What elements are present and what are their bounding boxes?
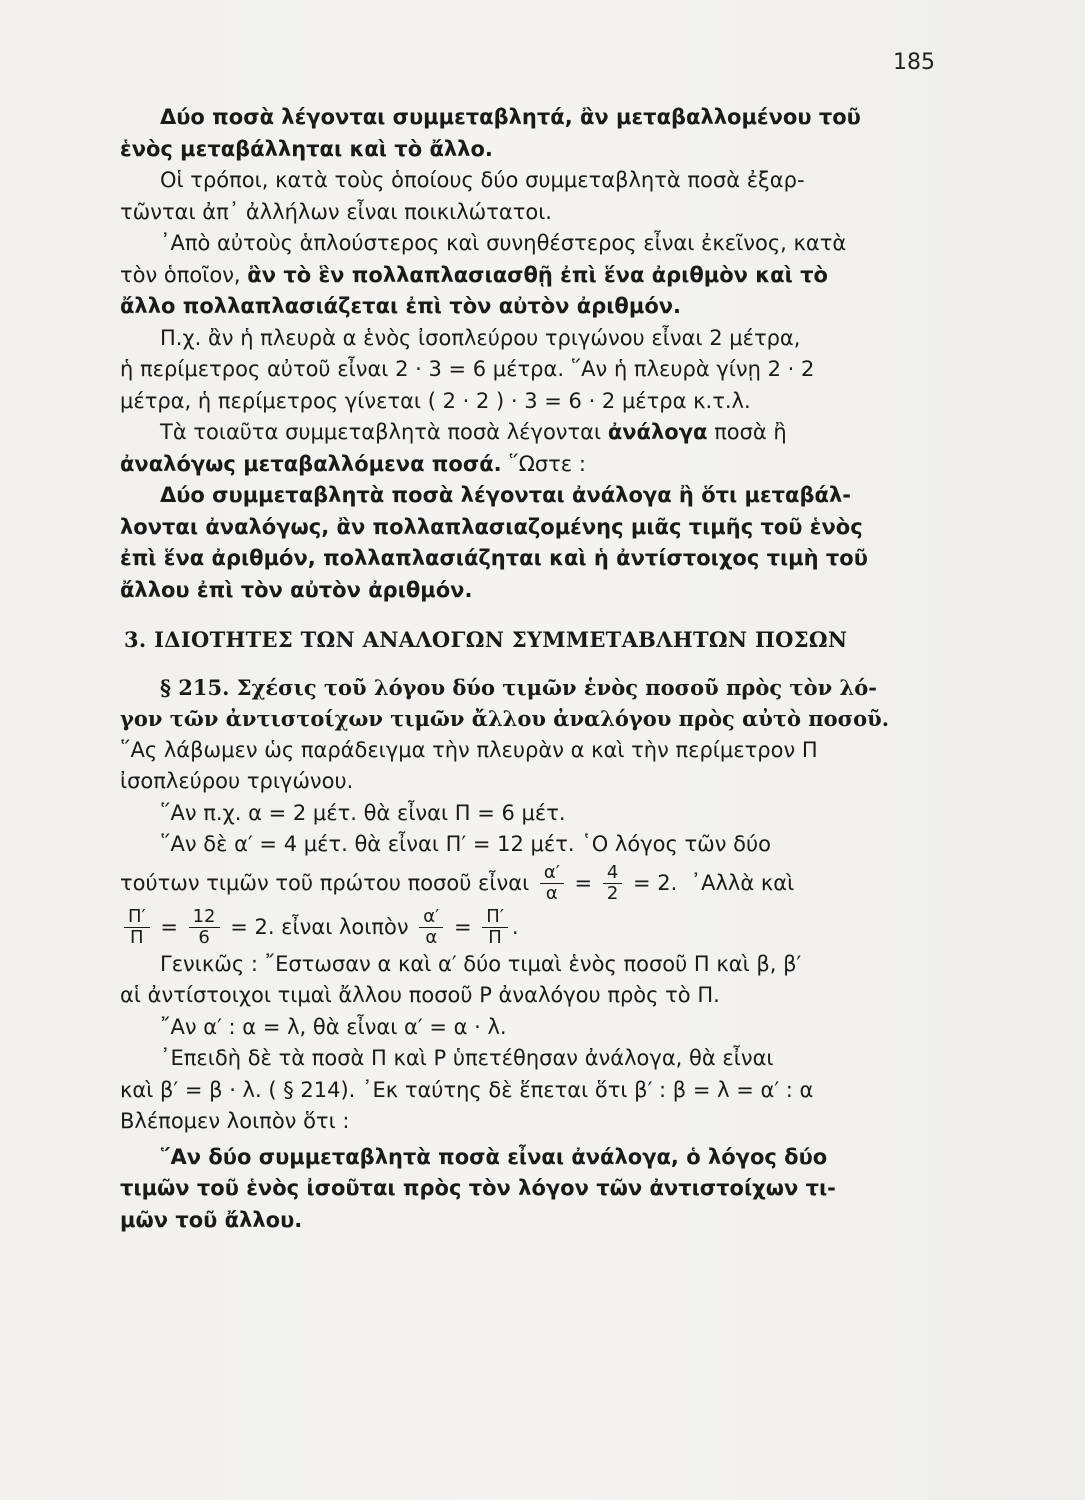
text-line: ἑνὸς μεταβάλληται καὶ τὸ ἄλλο. — [120, 136, 493, 161]
equals-sign: = — [574, 870, 593, 895]
text-line: ἡ περίμετρος αὐτοῦ εἶναι 2 · 3 = 6 μέτρα. ῞Αν ἡ πλευρὰ γίνῃ 2 · 2 — [120, 357, 815, 381]
text-line: Οἱ τρόποι, κατὰ τοὺς ὁποίους δύο συμμεταβλητὰ ποσὰ ἐξαρ- — [160, 168, 805, 192]
text-span-bold: ἀναλόγως μεταβαλλόμενα ποσά. — [120, 451, 502, 476]
paragraph-ways — [120, 165, 935, 228]
paragraph-example — [120, 323, 935, 418]
equals-sign: = — [160, 914, 178, 939]
text-line: αἱ ἀντίστοιχοι τιμαὶ ἄλλου ποσοῦ Ρ ἀναλόγου πρὸς τὸ Π. — [120, 983, 720, 1007]
paragraph-general — [120, 949, 935, 1012]
text-span: ποσὰ ἢ — [714, 420, 787, 444]
fraction-P-prime-over-P: $\frac{\Pi'}{\Pi}$ — [124, 907, 150, 948]
fraction-P-prime-over-P-2: $\frac{\Pi'}{\Pi}$ — [482, 907, 508, 948]
text-span: τὸν ὁποῖον, — [120, 262, 241, 287]
text-line: ῞Αν δύο συμμεταβλητὰ ποσὰ εἶναι ἀνάλογα, ὁ λόγος δύο — [160, 1144, 828, 1169]
text-line: ἄλλου ἐπὶ τὸν αὐτὸν ἀριθμόν. — [120, 577, 473, 602]
paragraph-simplest — [120, 228, 935, 323]
text-line: Δύο συμμεταβλητὰ ποσὰ λέγονται ἀνάλογα ἢ ὅτι μεταβάλ- — [160, 483, 851, 507]
text-line: ἐπὶ ἕνα ἀριθμόν, πολλαπλασιάζηται καὶ ἡ ἀντίστοιχος τιμὴ τοῦ — [120, 546, 868, 570]
page-number: 185 — [893, 50, 935, 75]
text-span: τούτων τιμῶν τοῦ πρώτου ποσοῦ εἶναι — [120, 870, 530, 895]
text-line: καὶ β′ = β · λ. ( § 214). ᾽Εκ ταύτης δὲ ἕπεται ὅτι β′ : β = λ = α′ : α — [120, 1077, 814, 1102]
definition-proportional — [120, 480, 935, 606]
text-line: ᾽Επειδὴ δὲ τὰ ποσὰ Π καὶ Ρ ὑπετέθησαν ἀνάλογα, θὰ εἶναι — [160, 1046, 774, 1070]
theorem-ratio — [120, 1142, 935, 1237]
text-line: τιμῶν τοῦ ἑνὸς ἰσοῦται πρὸς τὸν λόγον τῶν ἀντιστοίχων τι- — [120, 1176, 836, 1200]
paragraph-ratio — [120, 829, 935, 949]
text-span: Τὰ τοιαῦτα συμμεταβλητὰ ποσὰ λέγονται — [160, 420, 602, 444]
text-span-bold: ἂν τὸ ἓν πολλαπλασιασθῇ ἐπὶ ἕνα ἀριθμὸν καὶ τὸ — [247, 262, 828, 287]
text-span: ᾽Αλλὰ καὶ — [690, 870, 795, 895]
text-line: λονται ἀναλόγως, ἂν πολλαπλασιαζομένης μιᾶς τιμῆς τοῦ ἑνὸς — [120, 514, 863, 539]
text-line: ἰσοπλεύρου τριγώνου. — [120, 769, 354, 793]
paragraph-since — [120, 1043, 935, 1138]
subsection-title: γον τῶν ἀντιστοίχων τιμῶν ἄλλου ἀναλόγου πρὸς αὐτὸ ποσοῦ. — [120, 706, 890, 731]
text-line: ῞Αν δὲ α′ = 4 μέτ. θὰ εἶναι Π′ = 12 μέτ. ῾Ο λόγος τῶν δύο — [160, 832, 771, 856]
text-span: = 2. — [632, 870, 678, 895]
text-line: τῶνται ἀπ᾽ ἀλλήλων εἶναι ποικιλώτατοι. — [120, 199, 552, 224]
text-span: . — [511, 914, 519, 939]
fraction-4-over-2: $\frac{4}{2}$ — [603, 863, 622, 904]
text-span: ῞Ωστε : — [508, 451, 586, 476]
text-line: ῞Αν π.χ. α = 2 μέτ. θὰ εἶναι Π = 6 μέτ. — [160, 800, 566, 825]
text-span-bold: ἀνάλογα — [607, 420, 708, 444]
text-line: μῶν τοῦ ἄλλου. — [120, 1207, 303, 1232]
equals-sign: = — [453, 914, 472, 939]
text-line: ῞Ας λάβωμεν ὡς παράδειγμα τὴν πλευρὰν α καὶ τὴν περίμετρον Π — [120, 737, 818, 762]
text-line: μέτρα, ἡ περίμετρος γίνεται ( 2 · 2 ) · 3 = 6 · 2 μέτρα κ.τ.λ. — [120, 388, 751, 413]
fraction-12-over-6: $\frac{12}{6}$ — [189, 907, 220, 948]
text-line: Βλέπομεν λοιπὸν ὅτι : — [120, 1109, 350, 1133]
fraction-a-prime-over-a: $\frac{\alpha'}{\alpha}$ — [540, 863, 564, 904]
subsection-title: § 215. Σχέσις τοῦ λόγου δύο τιμῶν ἑνὸς ποσοῦ πρὸς τὸν λό- — [160, 674, 877, 700]
paragraph-such — [120, 417, 935, 480]
text-line: Π.χ. ἂν ἡ πλευρὰ α ἑνὸς ἰσοπλεύρου τριγώνου εἶναι 2 μέτρα, — [160, 325, 801, 350]
text-line: Δύο ποσὰ λέγονται συμμεταβλητά, ἂν μεταβαλλομένου τοῦ — [160, 105, 861, 129]
section-heading: 3. ΙΔΙΟΤΗΤΕΣ ΤΩΝ ΑΝΑΛΟΓΩΝ ΣΥΜΜΕΤΑΒΛΗΤΩΝ ΠΟΣΩΝ — [124, 627, 848, 652]
text-line: Γενικῶς : ῎Εστωσαν α καὶ α′ δύο τιμαὶ ἑνὸς ποσοῦ Π καὶ β, β′ — [160, 951, 802, 976]
definition-covariant — [120, 102, 935, 165]
text-line: ῎Αν α′ : α = λ, θὰ εἶναι α′ = α · λ. — [160, 1014, 507, 1039]
page-content — [120, 102, 935, 1236]
fraction-a-prime-over-a-2: $\frac{\alpha'}{\alpha}$ — [419, 907, 443, 948]
paragraph-215 — [120, 672, 935, 798]
text-line: ἄλλο πολλαπλασιάζεται ἐπὶ τὸν αὐτὸν ἀριθμόν. — [120, 294, 682, 318]
text-span: = 2. εἶναι λοιπὸν — [230, 914, 409, 939]
paragraph-if-a2 — [120, 798, 935, 830]
text-line: ᾽Απὸ αὐτοὺς ἁπλούστερος καὶ συνηθέστερος εἶναι ἐκεῖνος, κατὰ — [160, 231, 847, 255]
paragraph-lambda — [120, 1012, 935, 1044]
